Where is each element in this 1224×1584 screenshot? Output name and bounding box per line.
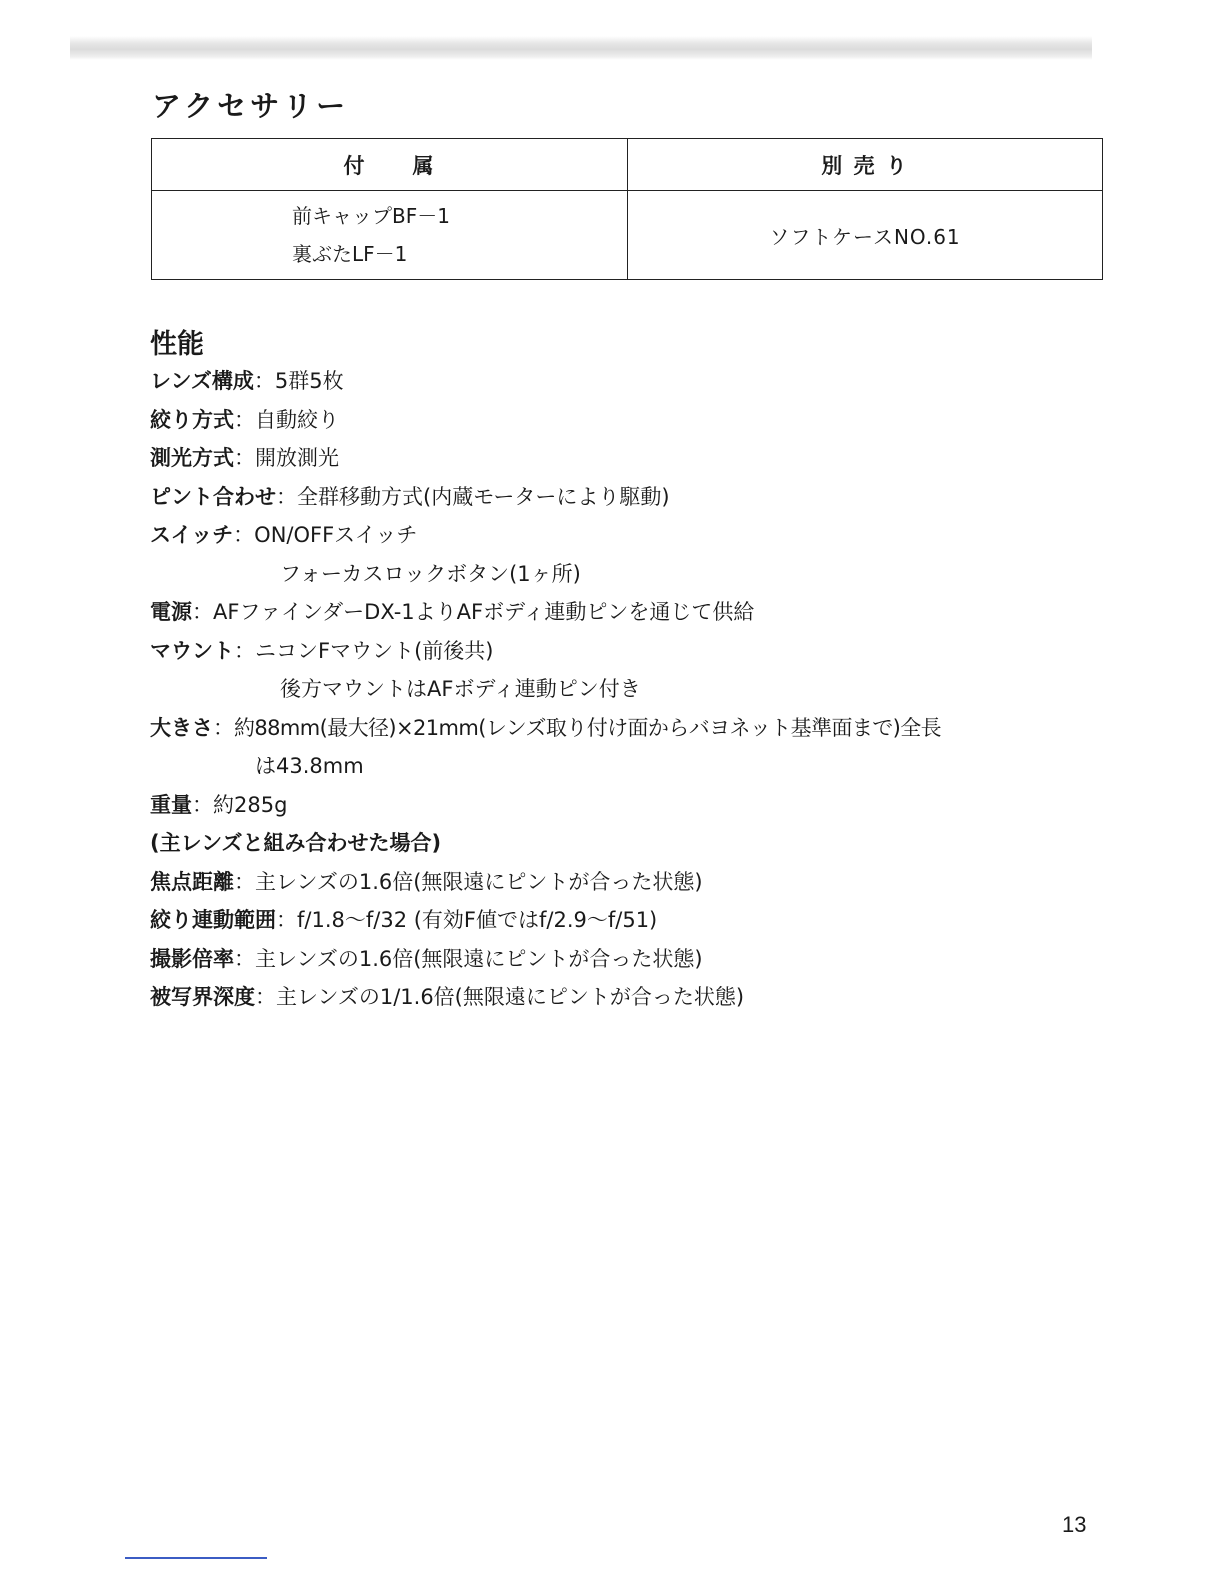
- spec-value: 5群5枚: [274, 369, 344, 393]
- included-item: 裏ぶたLF－1: [292, 242, 408, 266]
- spec-separator: ：: [192, 600, 213, 624]
- spec-separator: ：: [233, 523, 255, 547]
- spec-separator: ：: [213, 715, 234, 740]
- optional-item-cell: ソフトケースNO.61: [628, 191, 1103, 280]
- spec-value: 主レンズの1.6倍(無限遠にピントが合った状態): [255, 946, 703, 971]
- spec-value: f/1.8～f/32 (有効F値ではf/2.9～f/51): [297, 908, 658, 932]
- spec-value: 自動絞り: [255, 407, 339, 432]
- spec-label: 撮影倍率: [150, 946, 234, 971]
- spec-continuation: は43.8mm: [255, 754, 364, 778]
- spec-value: 全群移動方式(内蔵モーターにより駆動): [297, 484, 670, 509]
- spec-label: 測光方式: [150, 446, 234, 470]
- spec-label: スイッチ: [150, 523, 234, 547]
- spec-value: ニコンFマウント(前後共): [255, 638, 494, 663]
- table-row: [152, 191, 1103, 280]
- spec-continuation: フォーカスロックボタン(1ヶ所): [280, 561, 581, 586]
- performance-heading: 性能: [150, 329, 204, 360]
- spec-separator: ：: [234, 638, 255, 663]
- spec-separator: ：: [192, 792, 213, 817]
- spec-label: 絞り連動範囲: [150, 908, 276, 932]
- spec-label: レンズ構成: [150, 369, 254, 393]
- spec-list: [150, 362, 1110, 1017]
- page-number: 13: [1062, 1512, 1087, 1537]
- spec-value: 主レンズの1.6倍(無限遠にピントが合った状態): [255, 869, 703, 894]
- header-optional: 別 売 り: [628, 139, 1103, 191]
- spec-row: [150, 709, 1110, 748]
- spec-value: 約88mm(最大径)×21mm(レンズ取り付け面からバヨネット基準面まで)全長: [234, 715, 942, 740]
- spec-row: [150, 940, 1110, 979]
- spec-label: 重量: [150, 792, 192, 817]
- spec-row: [150, 786, 1110, 825]
- spec-row: [150, 401, 1110, 440]
- spec-row: [150, 863, 1110, 902]
- spec-row: [150, 516, 1110, 555]
- spec-row: [150, 439, 1110, 478]
- spec-label: 焦点距離: [150, 869, 234, 894]
- header-included: 付 属: [152, 139, 628, 191]
- spec-value: 約285g: [213, 792, 288, 817]
- spec-label: ピント合わせ: [150, 484, 276, 509]
- spec-continuation: 後方マウントはAFボディ連動ピン付き: [280, 677, 641, 701]
- accessories-heading: アクセサリー: [152, 89, 350, 123]
- spec-label: 電源: [150, 600, 192, 624]
- spec-row: [150, 901, 1110, 940]
- spec-value: ON/OFFスイッチ: [254, 523, 418, 547]
- spec-row: [150, 978, 1110, 1017]
- accessories-table: [151, 138, 1103, 280]
- spec-value: 主レンズの1/1.6倍(無限遠にピントが合った状態): [276, 985, 745, 1009]
- spec-row: [150, 593, 1110, 632]
- footer-rule: [125, 1557, 267, 1559]
- spec-separator: ：: [234, 446, 255, 470]
- spec-label: 被写界深度: [150, 985, 255, 1009]
- spec-label: 大きさ: [150, 715, 213, 740]
- scan-header-band: [70, 36, 1092, 60]
- spec-row: [150, 362, 1110, 401]
- spec-separator: ：: [276, 908, 297, 932]
- spec-separator: ：: [234, 869, 255, 894]
- spec-value: 開放測光: [255, 446, 339, 470]
- spec-separator: ：: [276, 484, 297, 509]
- spec-row: [150, 478, 1110, 517]
- table-header-row: [152, 139, 1103, 191]
- spec-separator: ：: [255, 985, 276, 1009]
- spec-subheading: (主レンズと組み合わせた場合): [150, 831, 442, 855]
- spec-separator: ：: [253, 369, 275, 393]
- spec-label: 絞り方式: [150, 407, 234, 432]
- spec-value: AFファインダーDX-1よりAFボディ連動ピンを通じて供給: [213, 600, 755, 624]
- spec-label: マウント: [150, 638, 234, 663]
- spec-separator: ：: [234, 407, 255, 432]
- spec-row: [150, 632, 1110, 671]
- spec-separator: ：: [234, 946, 255, 971]
- included-items-cell: [152, 191, 628, 280]
- included-item: 前キャップBF－1: [292, 204, 450, 228]
